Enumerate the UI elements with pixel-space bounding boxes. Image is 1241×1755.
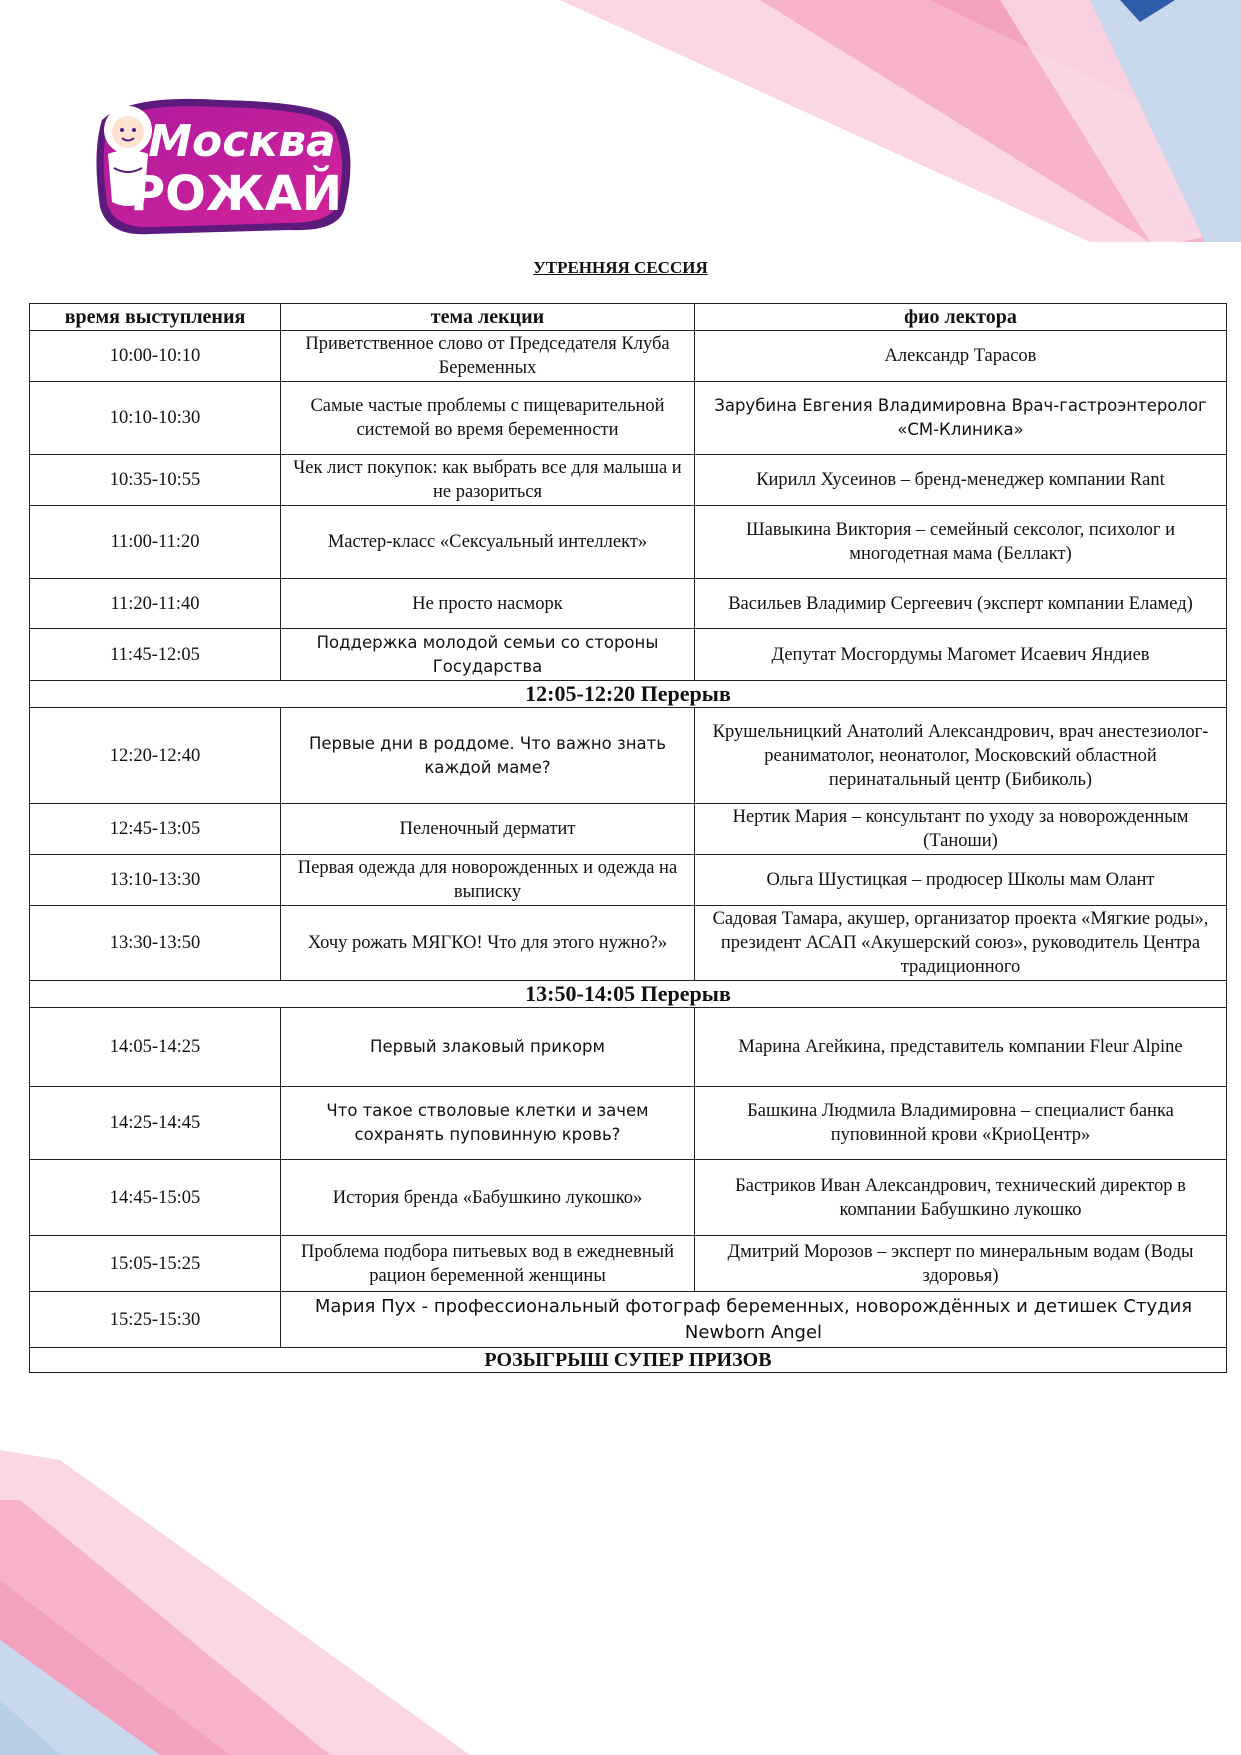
break-label: 13:50-14:05 Перерыв — [30, 981, 1227, 1008]
cell-speaker: Кирилл Хусеинов – бренд-менеджер компании Rant — [695, 455, 1227, 506]
table-row — [30, 629, 1227, 681]
table-row — [30, 1008, 1227, 1087]
cell-time: 13:30-13:50 — [30, 906, 281, 981]
cell-time: 12:45-13:05 — [30, 804, 281, 855]
cell-time: 10:35-10:55 — [30, 455, 281, 506]
table-row — [30, 1236, 1227, 1292]
cell-time: 14:05-14:25 — [30, 1008, 281, 1087]
finale-label: РОЗЫГРЫШ СУПЕР ПРИЗОВ — [30, 1348, 1227, 1373]
cell-time: 15:05-15:25 — [30, 1236, 281, 1292]
break-label: 12:05-12:20 Перерыв — [30, 681, 1227, 708]
cell-time: 11:45-12:05 — [30, 629, 281, 681]
cell-time: 10:00-10:10 — [30, 331, 281, 382]
cell-topic: Первый злаковый прикорм — [281, 1008, 695, 1087]
table-row — [30, 1087, 1227, 1160]
cell-topic: Чек лист покупок: как выбрать все для малыша и не разориться — [281, 455, 695, 506]
session-title: УТРЕННЯЯ СЕССИЯ — [533, 258, 708, 277]
cell-topic: Первые дни в роддоме. Что важно знать каждой маме? — [281, 708, 695, 804]
finale-row — [30, 1348, 1227, 1373]
cell-topic: Мастер-класс «Сексуальный интеллект» — [281, 506, 695, 579]
cell-speaker: Башкина Людмила Владимировна – специалист банка пуповинной крови «КриоЦентр» — [695, 1087, 1227, 1160]
break-row — [30, 681, 1227, 708]
table-row — [30, 331, 1227, 382]
logo-line1: Москва — [148, 116, 336, 167]
table-row — [30, 708, 1227, 804]
cell-time: 10:10-10:30 — [30, 382, 281, 455]
table-row — [30, 804, 1227, 855]
moskva-rozhai-logo — [90, 92, 358, 242]
table-row — [30, 1292, 1227, 1348]
cell-photographer: Мария Пух - профессиональный фотограф беременных, новорождённых и детишек Студия Newborn Angel — [281, 1292, 1227, 1348]
cell-speaker: Дмитрий Морозов – эксперт по минеральным водам (Воды здоровья) — [695, 1236, 1227, 1292]
cell-speaker: Шавыкина Виктория – семейный сексолог, психолог и многодетная мама (Беллакт) — [695, 506, 1227, 579]
cell-speaker: Садовая Тамара, акушер, организатор проекта «Мягкие роды», президент АСАП «Акушерский союз», руководитель Центра традиционного — [695, 906, 1227, 981]
logo-line2: РОЖАЙ — [129, 166, 343, 222]
cell-time: 14:25-14:45 — [30, 1087, 281, 1160]
cell-speaker: Ольга Шустицкая – продюсер Школы мам Олант — [695, 855, 1227, 906]
cell-speaker: Депутат Мосгордумы Магомет Исаевич Яндиев — [695, 629, 1227, 681]
table-row — [30, 579, 1227, 629]
table-row — [30, 455, 1227, 506]
cell-topic: Не просто насморк — [281, 579, 695, 629]
cell-speaker: Зарубина Евгения Владимировна Врач-гастроэнтеролог «СМ-Клиника» — [695, 382, 1227, 455]
table-row — [30, 906, 1227, 981]
cell-time: 15:25-15:30 — [30, 1292, 281, 1348]
table-row — [30, 382, 1227, 455]
cell-time: 11:20-11:40 — [30, 579, 281, 629]
cell-topic: Самые частые проблемы с пищеварительной системой во время беременности — [281, 382, 695, 455]
table-row — [30, 506, 1227, 579]
header-speaker: фио лектора — [695, 304, 1227, 331]
cell-speaker: Бастриков Иван Александрович, технический директор в компании Бабушкино лукошко — [695, 1160, 1227, 1236]
cell-topic: Первая одежда для новорожденных и одежда на выписку — [281, 855, 695, 906]
schedule-table — [29, 303, 1227, 1373]
cell-speaker: Крушельницкий Анатолий Александрович, врач анестезиолог-реаниматолог, неонатолог, Московский областной перинатальный центр (Бибиколь) — [695, 708, 1227, 804]
header-time: время выступления — [30, 304, 281, 331]
header-topic: тема лекции — [281, 304, 695, 331]
cell-speaker: Васильев Владимир Сергеевич (эксперт компании Еламед) — [695, 579, 1227, 629]
cell-speaker: Александр Тарасов — [695, 331, 1227, 382]
cell-time: 12:20-12:40 — [30, 708, 281, 804]
cell-topic: Приветственное слово от Председателя Клуба Беременных — [281, 331, 695, 382]
cell-time: 14:45-15:05 — [30, 1160, 281, 1236]
cell-speaker: Нертик Мария – консультант по уходу за новорожденным (Таноши) — [695, 804, 1227, 855]
cell-topic: Поддержка молодой семьи со стороны Государства — [281, 629, 695, 681]
cell-speaker: Марина Агейкина, представитель компании Fleur Alpine — [695, 1008, 1227, 1087]
table-row — [30, 1160, 1227, 1236]
cell-time: 13:10-13:30 — [30, 855, 281, 906]
cell-topic: Проблема подбора питьевых вод в ежедневный рацион беременной женщины — [281, 1236, 695, 1292]
cell-time: 11:00-11:20 — [30, 506, 281, 579]
cell-topic: Хочу рожать МЯГКО! Что для этого нужно?» — [281, 906, 695, 981]
table-row — [30, 855, 1227, 906]
cell-topic: Пеленочный дерматит — [281, 804, 695, 855]
break-row — [30, 981, 1227, 1008]
cell-topic: История бренда «Бабушкино лукошко» — [281, 1160, 695, 1236]
cell-topic: Что такое стволовые клетки и зачем сохранять пуповинную кровь? — [281, 1087, 695, 1160]
